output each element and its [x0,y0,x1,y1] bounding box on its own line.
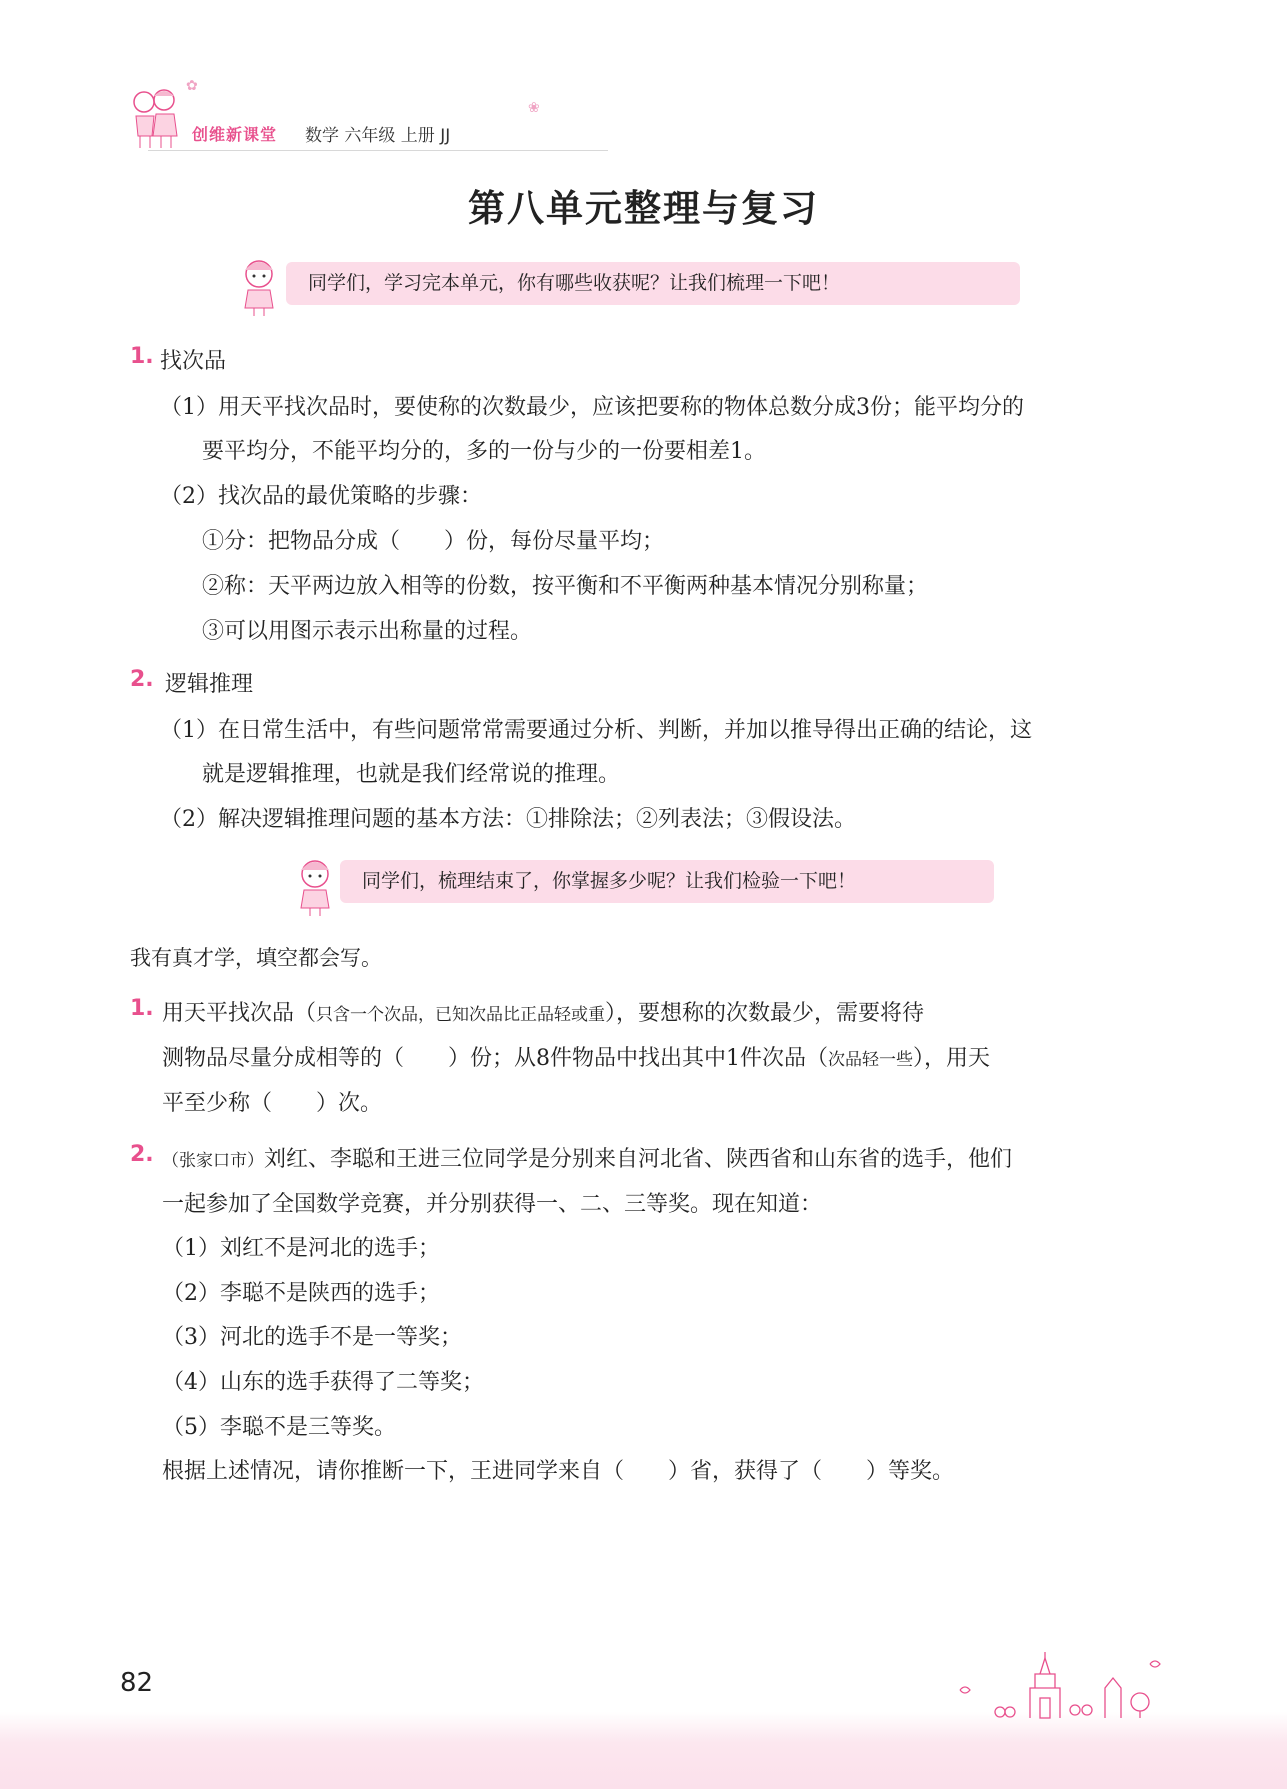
review-banner: 同学们，学习完本单元，你有哪些收获呢？让我们梳理一下吧！ [286,262,1020,305]
header-divider [148,150,608,151]
section-title: 找次品 [160,349,227,374]
mascot-icon [292,856,338,918]
question-number: 1. [130,996,154,1021]
sparkle-icon: ✿ [186,78,198,94]
sparkle-icon: ❀ [528,100,540,116]
section-title: 逻辑推理 [165,672,254,697]
text-line: ②称：天平两边放入相等的份数，按平衡和不平衡两种基本情况分别称量； [202,574,929,599]
castle-decoration-icon [940,1650,1170,1720]
section-number: 1. [130,344,154,369]
page-number: 82 [120,1668,154,1698]
condition-line: （4）山东的选手获得了二等奖； [162,1370,484,1395]
question-line: 用天平找次品（只含一个次品，已知次品比正品轻或重），要想称的次数最少，需要将待 [162,1001,925,1026]
footer-band [0,1712,1287,1789]
practice-banner: 同学们，梳理结束了，你掌握多少呢？让我们检验一下吧！ [340,860,994,903]
practice-heading: 我有真才学，填空都会写。 [130,946,382,970]
text-line: 要平均分，不能平均分的，多的一份与少的一份要相差1。 [202,439,766,464]
subject-label: 数学 六年级 上册 JJ [305,126,451,146]
text-line: ①分：把物品分成（ ）份，每份尽量平均； [202,529,665,554]
children-logo-icon [128,86,182,152]
text-line: （2）找次品的最优策略的步骤： [160,484,482,509]
question-number: 2. [130,1142,154,1167]
question-line: 一起参加了全国数学竞赛，并分别获得一、二、三等奖。现在知道： [162,1192,823,1217]
text-line: （1）用天平找次品时，要使称的次数最少，应该把要称的物体总数分成3份；能平均分的 [160,395,1024,420]
text-line: （2）解决逻辑推理问题的基本方法：①排除法；②列表法；③假设法。 [160,807,856,832]
question-line: 测物品尽量分成相等的（ ）份；从8件物品中找出其中1件次品（次品轻一些），用天 [162,1046,991,1071]
condition-line: （3）河北的选手不是一等奖； [162,1325,462,1350]
condition-line: （1）刘红不是河北的选手； [162,1236,440,1261]
page-header [128,86,608,156]
brand-label: 创维新课堂 [192,125,278,144]
mascot-icon [236,256,282,318]
question-line: （张家口市）刘红、李聪和王进三位同学是分别来自河北省、陕西省和山东省的选手，他们 [162,1147,1013,1172]
page-title: 第八单元整理与复习 [468,187,819,230]
text-line: 就是逻辑推理，也就是我们经常说的推理。 [202,762,621,787]
text-line: ③可以用图示表示出称量的过程。 [202,619,533,644]
text-line: （1）在日常生活中，有些问题常常需要通过分析、判断，并加以推导得出正确的结论，这 [160,718,1033,743]
question-line: 平至少称（ ）次。 [162,1091,383,1116]
section-number: 2. [130,667,154,692]
question-line: 根据上述情况，请你推断一下，王进同学来自（ ）省，获得了（ ）等奖。 [162,1459,955,1484]
condition-line: （5）李聪不是三等奖。 [162,1415,396,1440]
condition-line: （2）李聪不是陕西的选手； [162,1281,440,1306]
